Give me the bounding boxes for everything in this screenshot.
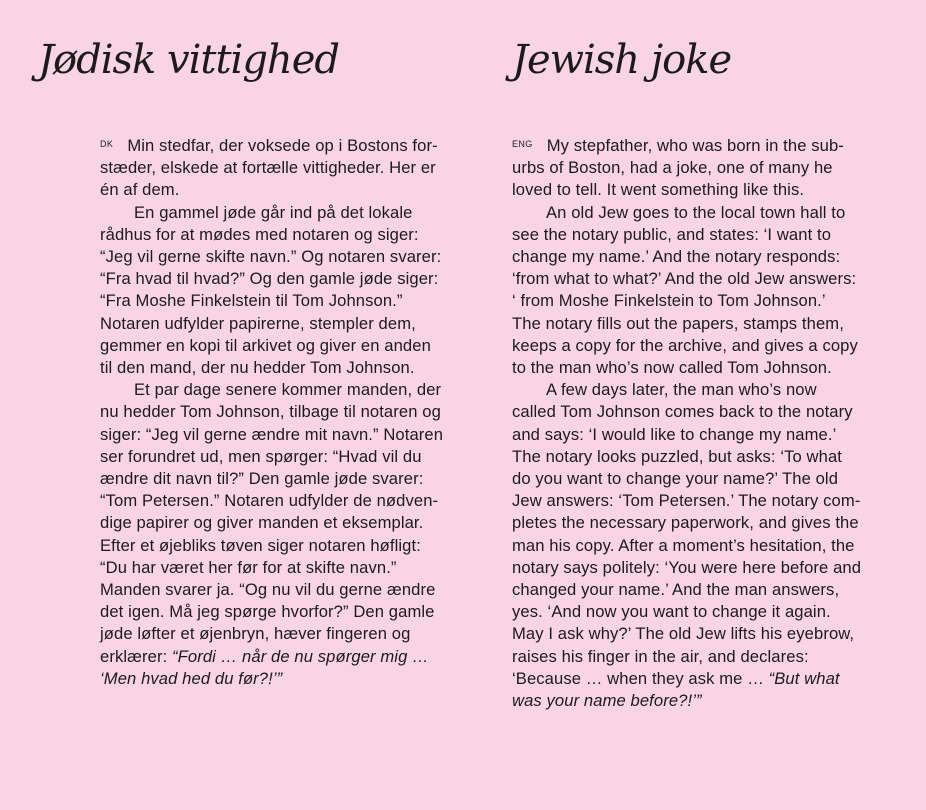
italic-punchline: “Fordi … når de nu spørger mig … bbox=[172, 646, 429, 666]
text-line: Notaren udfylder papirerne, stempler dem, bbox=[100, 313, 416, 333]
text-line: ændre dit navn til?” Den gamle jøde svarer: bbox=[100, 469, 424, 489]
italic-punchline: “But what bbox=[768, 668, 840, 688]
text-line: “Du har været her før for at skifte navn.” bbox=[100, 557, 397, 577]
text-line: En gammel jøde går ind på det lokale bbox=[134, 202, 413, 222]
text-line: rådhus for at mødes med notaren og siger: bbox=[100, 224, 419, 244]
text-line: urbs of Boston, had a joke, one of many he bbox=[512, 158, 833, 178]
text-line: erklærer: “Fordi … når de nu spørger mig … bbox=[100, 646, 429, 666]
text-line: man his copy. After a moment’s hesitation, the bbox=[512, 535, 855, 555]
text-line: dige papirer og giver manden et eksemplar. bbox=[100, 513, 424, 533]
text-line: called Tom Johnson comes back to the notary bbox=[512, 402, 853, 422]
text-line: “Fra Moshe Finkelstein til Tom Johnson.” bbox=[100, 291, 403, 311]
text-line: ser forundret ud, men spørger: “Hvad vil du bbox=[100, 446, 422, 466]
text-line: Efter et øjebliks tøven siger notaren høfligt: bbox=[100, 535, 421, 555]
text-line: “Jeg vil gerne skifte navn.” Og notaren svarer: bbox=[100, 247, 442, 267]
text-line: to the man who’s now called Tom Johnson. bbox=[512, 358, 832, 378]
text-line: see the notary public, and states: ‘I want to bbox=[512, 224, 832, 244]
text-line: Manden svarer ja. “Og nu vil du gerne ændre bbox=[100, 580, 436, 600]
text-line: The notary fills out the papers, stamps them, bbox=[512, 313, 844, 333]
text-line: $^{ENG}$ My stepfather, who was born in the sub- bbox=[512, 136, 844, 155]
danish-title: Jødisk vittighed bbox=[38, 37, 339, 83]
text-line: loved to tell. It went something like this. bbox=[512, 180, 805, 200]
text-line: A few days later, the man who’s now bbox=[546, 380, 817, 400]
text-line: keeps a copy for the archive, and gives a copy bbox=[512, 335, 858, 355]
text-line: “Fra hvad til hvad?” Og den gamle jøde siger: bbox=[100, 269, 439, 289]
english-text-column bbox=[512, 133, 888, 712]
danish-text-column bbox=[100, 133, 472, 690]
text-line: $^{DK}$ Min stedfar, der voksede op i Bostons for- bbox=[100, 136, 438, 155]
text-line: yes. ‘And now you want to change it again. bbox=[512, 602, 831, 622]
text-line: ‘from what to what?’ And the old Jew answers: bbox=[512, 269, 857, 289]
text-line: The notary looks puzzled, but asks: ‘To what bbox=[512, 446, 842, 466]
language-tag-eng: ENG bbox=[512, 139, 533, 149]
text-line: Et par dage senere kommer manden, der bbox=[134, 380, 442, 400]
text-line: May I ask why?’ The old Jew lifts his eyebrow, bbox=[512, 624, 855, 644]
text-line: Jew answers: ‘Tom Petersen.’ The notary com- bbox=[512, 491, 861, 511]
text-line: changed your name.’ And the man answers, bbox=[512, 580, 840, 600]
text-line: stæder, elskede at fortælle vittigheder. Her er bbox=[100, 158, 436, 178]
text-line: do you want to change your name?’ The old bbox=[512, 469, 839, 489]
italic-punchline: was your name before?!’” bbox=[512, 691, 702, 711]
text-line: til den mand, der nu hedder Tom Johnson. bbox=[100, 358, 415, 378]
text-line: pletes the necessary paperwork, and gives the bbox=[512, 513, 859, 533]
text-line: notary says politely: ‘You were here before and bbox=[512, 557, 862, 577]
text-line: and says: ‘I would like to change my name.’ bbox=[512, 424, 837, 444]
text-line: ‘ from Moshe Finkelstein to Tom Johnson.’ bbox=[512, 291, 826, 311]
text-line: “Tom Petersen.” Notaren udfylder de nødven- bbox=[100, 491, 439, 511]
english-title: Jewish joke bbox=[512, 37, 732, 83]
text-line: change my name.’ And the notary responds: bbox=[512, 247, 841, 267]
italic-punchline: ‘Men hvad hed du før?!’” bbox=[100, 668, 283, 688]
text-line: gemmer en kopi til arkivet og giver en anden bbox=[100, 335, 431, 355]
text-line: jøde løfter et øjenbryn, hæver fingeren og bbox=[100, 624, 411, 644]
text-line: én af dem. bbox=[100, 180, 180, 200]
text-line: det igen. Må jeg spørge hvorfor?” Den gamle bbox=[100, 602, 435, 622]
text-line: siger: “Jeg vil gerne ændre mit navn.” Notaren bbox=[100, 424, 444, 444]
text-line: nu hedder Tom Johnson, tilbage til notaren og bbox=[100, 402, 441, 422]
text-line: An old Jew goes to the local town hall to bbox=[546, 202, 846, 222]
text-line: ‘Because … when they ask me … “But what bbox=[512, 668, 840, 688]
language-tag-dk: DK bbox=[100, 139, 114, 149]
text-line: raises his finger in the air, and declares: bbox=[512, 646, 809, 666]
